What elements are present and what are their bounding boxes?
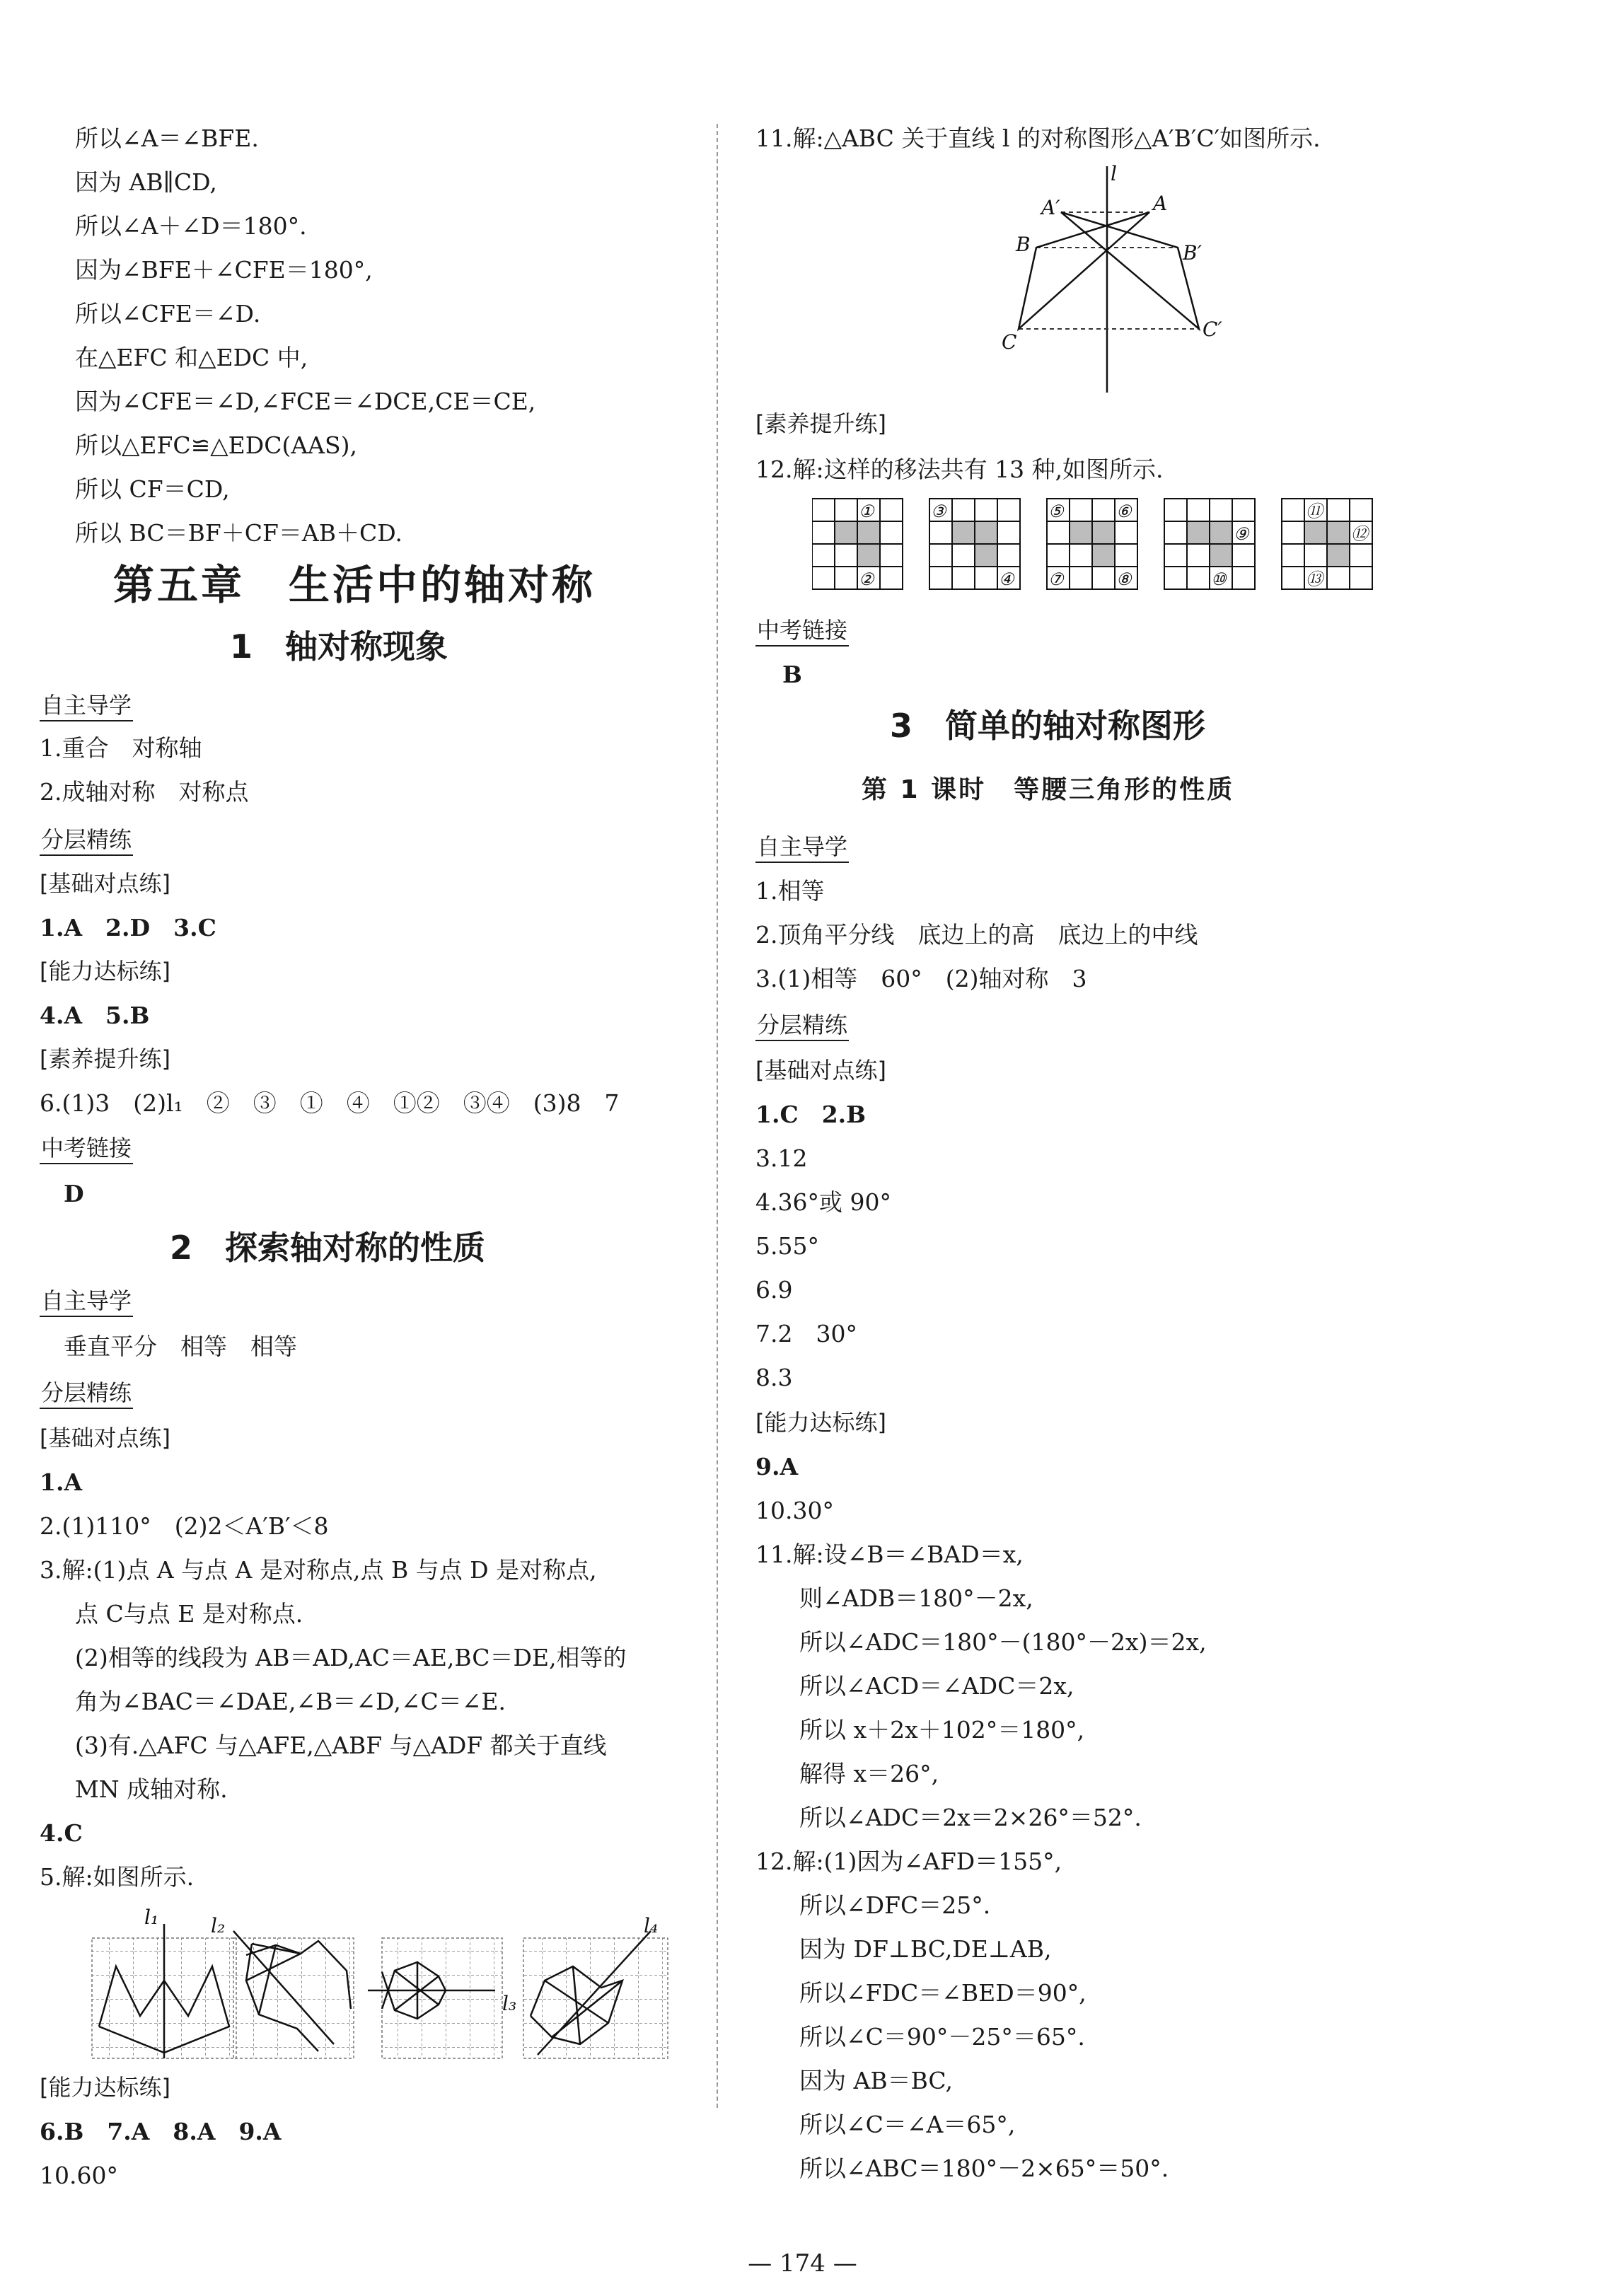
section-label: 自主导学 [40, 1286, 133, 1317]
subsection-label: [基础对点练] [755, 1057, 886, 1084]
grid-figure [812, 499, 903, 589]
section-label: 中考链接 [755, 615, 849, 647]
figure-4 [523, 1914, 668, 2058]
section-label: 自主导学 [755, 832, 849, 863]
answer-line: 3.解:(1)点 A 与点 A 是对称点,点 B 与点 D 是对称点, [40, 1556, 597, 1584]
grid-number: ⑩ [1211, 569, 1227, 589]
grid-number: ④ [999, 569, 1014, 589]
answer-line: 10.30° [755, 1497, 834, 1524]
text-line: 因为∠CFE＝∠D,∠FCE＝∠DCE,CE＝CE, [75, 388, 536, 415]
grid-number: ⑧ [1116, 569, 1132, 589]
answer-line: 3.12 [755, 1144, 808, 1172]
answer-line: 点 C与点 E 是对称点. [75, 1600, 303, 1628]
answer-line: 11.解:设∠B＝∠BAD＝x, [755, 1541, 1024, 1568]
grid-number: ② [859, 569, 874, 589]
subsection-label: [能力达标练] [40, 2074, 170, 2101]
answer-line: 6.9 [755, 1276, 793, 1304]
section-title: 3 简单的轴对称图形 [890, 707, 1206, 745]
answer-line: 所以∠FDC＝∠BED＝90°, [799, 1979, 1087, 2007]
answer-line: 因为 AB＝BC, [799, 2067, 953, 2094]
answer-line: 8.3 [755, 1364, 793, 1391]
column-divider [717, 124, 718, 2108]
answer-line: 所以 x＋2x＋102°＝180°, [799, 1716, 1085, 1744]
answer-line: 则∠ADB＝180°－2x, [799, 1584, 1033, 1612]
answer-line: 因为 DF⊥BC,DE⊥AB, [799, 1935, 1052, 1963]
answer-line: 5.解:如图所示. [40, 1863, 195, 1891]
answer-line: 所以∠ACD＝∠ADC＝2x, [799, 1672, 1074, 1700]
grid-number: ③ [931, 501, 946, 521]
grid-figure [1164, 499, 1255, 589]
axis-label: l₁ [144, 1906, 159, 1929]
answer-line: 4.C [40, 1819, 83, 1847]
section-title: 2 探索轴对称的性质 [170, 1229, 486, 1267]
answer-line: 5.55° [755, 1232, 819, 1260]
grid-number: ⑨ [1234, 524, 1249, 544]
chapter-title: 第五章 生活中的轴对称 [113, 561, 596, 609]
grid-figure [1282, 499, 1372, 589]
answer-line: 1.C 2.B [755, 1101, 867, 1128]
axis-label: l₂ [211, 1914, 226, 1937]
text-line: 所以 BC＝BF＋CF＝AB＋CD. [75, 519, 402, 547]
text-line: 因为∠BFE＋∠CFE＝180°, [75, 256, 373, 284]
point-label: A [1153, 192, 1168, 215]
answer-line: 3.(1)相等 60° (2)轴对称 3 [755, 965, 1087, 992]
answer-line: 1.A 2.D 3.C [40, 914, 216, 941]
section-label: 分层精练 [40, 825, 133, 856]
answer-line: 12.解:(1)因为∠AFD＝155°, [755, 1848, 1062, 1875]
section-title: 1 轴对称现象 [230, 627, 448, 666]
point-label: C′ [1203, 318, 1222, 341]
grid-number: ① [859, 501, 874, 521]
answer-line: 所以∠C＝∠A＝65°, [799, 2111, 1016, 2138]
subsection-label: [基础对点练] [40, 1425, 170, 1451]
grid-number: ⑥ [1116, 501, 1132, 521]
subsection-label: [能力达标练] [40, 958, 170, 985]
answer-line: 1.相等 [755, 877, 825, 905]
answer-line: 6.B 7.A 8.A 9.A [40, 2118, 282, 2145]
subsection-label: [素养提升练] [755, 410, 886, 437]
text-line: 所以 CF＝CD, [75, 475, 230, 503]
answer-line: 所以∠ADC＝180°－(180°－2x)＝2x, [799, 1628, 1207, 1656]
text-line: 所以∠CFE＝∠D. [75, 300, 261, 327]
text-line: 所以△EFC≌△EDC(AAS), [75, 431, 357, 459]
grid-number: ⑪ [1306, 501, 1323, 521]
answer-line: 所以∠ADC＝2x＝2×26°＝52°. [799, 1804, 1142, 1831]
text-line: 在△EFC 和△EDC 中, [75, 344, 308, 371]
symmetry-figures [85, 1903, 679, 2065]
answer-line: 4.36°或 90° [755, 1188, 891, 1216]
answer-line: MN 成轴对称. [75, 1775, 228, 1803]
page-number: — 174 — [748, 2249, 857, 2278]
answer-line: 11.解:△ABC 关于直线 l 的对称图形△A′B′C′如图所示. [755, 124, 1321, 152]
answer-line: 12.解:这样的移法共有 13 种,如图所示. [755, 456, 1164, 483]
answer-line: 2.(1)110° (2)2＜A′B′＜8 [40, 1512, 329, 1540]
answer-line: 垂直平分 相等 相等 [64, 1333, 297, 1360]
answer-line: 角为∠BAC＝∠DAE,∠B＝∠D,∠C＝∠E. [75, 1688, 506, 1715]
grid-number: ⑬ [1306, 569, 1323, 589]
answer-line: 2.成轴对称 对称点 [40, 778, 249, 806]
answer-line: 1.A [40, 1468, 83, 1496]
text-line: 因为 AB∥CD, [75, 168, 217, 196]
answer-line: 10.60° [40, 2162, 118, 2189]
axis-label: l₄ [644, 1914, 659, 1937]
subsection-label: [素养提升练] [40, 1045, 170, 1072]
point-label: l [1111, 162, 1117, 185]
figure-3 [368, 1938, 516, 2058]
answer-line: 7.2 30° [755, 1320, 857, 1347]
section-label: 分层精练 [755, 1010, 849, 1041]
grid-number: ⑫ [1351, 524, 1368, 544]
text-line: 所以∠A＋∠D＝180°. [75, 212, 307, 240]
answer-line: 2.顶角平分线 底边上的高 底边上的中线 [755, 921, 1198, 949]
move-grids [812, 495, 1420, 598]
answer-line: (2)相等的线段为 AB＝AD,AC＝AE,BC＝DE,相等的 [75, 1644, 627, 1671]
answer-line: 6.(1)3 (2)l₁ ② ③ ① ④ ①② ③④ (3)8 7 [40, 1089, 620, 1117]
section-label: 自主导学 [40, 690, 133, 721]
answer-line: 解得 x＝26°, [799, 1760, 939, 1787]
answer-line: 4.A 5.B [40, 1002, 150, 1029]
answer-line: (3)有.△AFC 与△AFE,△ABF 与△ADF 都关于直线 [75, 1732, 607, 1759]
grid-figure [1047, 499, 1137, 589]
point-label: A′ [1041, 196, 1060, 219]
point-label: B [1016, 233, 1031, 256]
answer-line: 所以∠C＝90°－25°＝65°. [799, 2023, 1085, 2051]
answer-line: D [64, 1180, 84, 1207]
answer-line: B [782, 661, 802, 688]
section-label: 分层精练 [40, 1378, 133, 1409]
subsection-label: [能力达标练] [755, 1409, 886, 1436]
subsection-label: [基础对点练] [40, 870, 170, 897]
section-label: 中考链接 [40, 1133, 133, 1164]
text-line: 所以∠A＝∠BFE. [75, 124, 259, 152]
grid-figure [929, 499, 1020, 589]
point-label: C [1002, 330, 1017, 354]
lesson-title: 第 1 课时 等腰三角形的性质 [862, 775, 1235, 804]
answer-line: 所以∠ABC＝180°－2×65°＝50°. [799, 2155, 1169, 2182]
grid-number: ⑤ [1048, 501, 1064, 521]
reflection-figure [997, 159, 1238, 400]
answer-line: 9.A [755, 1453, 799, 1480]
answer-line: 1.重合 对称轴 [40, 734, 202, 762]
axis-label: l₃ [502, 1992, 517, 2015]
point-label: B′ [1183, 241, 1202, 265]
answer-line: 所以∠DFC＝25°. [799, 1891, 991, 1919]
grid-number: ⑦ [1048, 569, 1064, 589]
